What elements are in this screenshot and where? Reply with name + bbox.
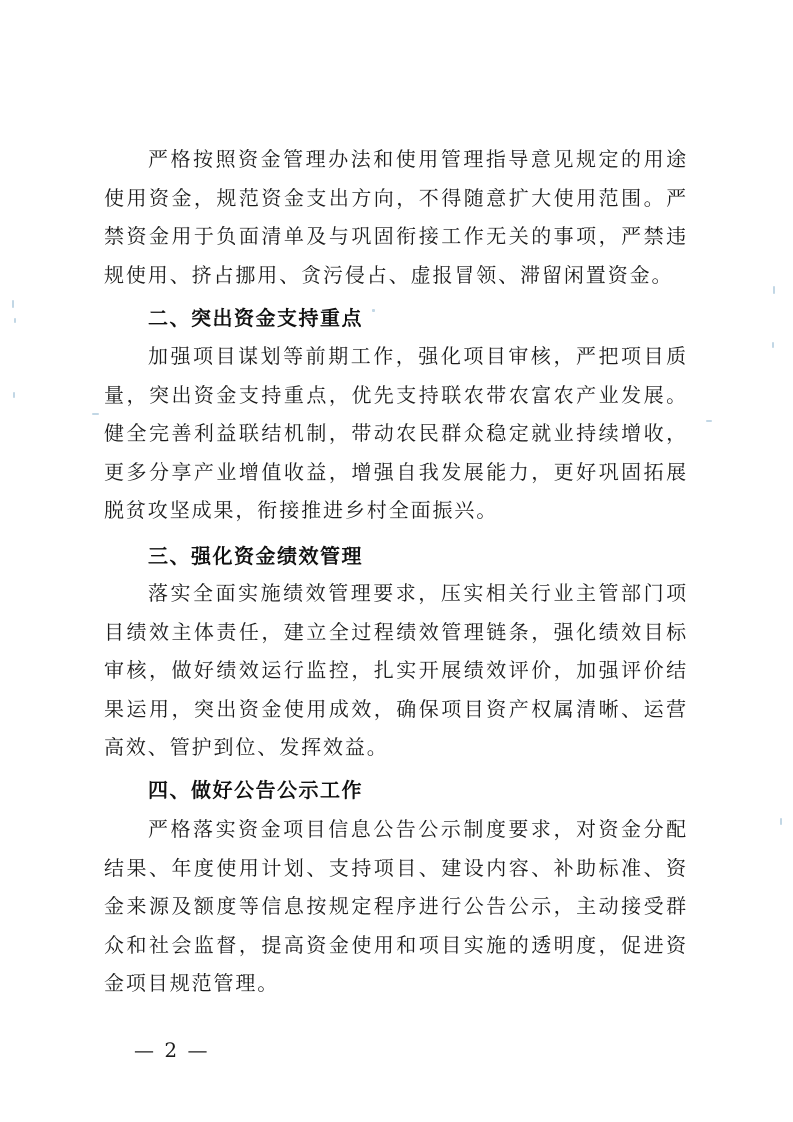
paragraph-support-focus: 加强项目谋划等前期工作，强化项目审核，严把项目质量，突出资金支持重点，优先支持联农带农富农产业发展。健全完善利益联结机制，带动农民群众稳定就业持续增收，更多分享产业增值收益，增强自我发展能力，更好巩固拓展脱贫攻坚成果，衔接推进乡村全面振兴。 [104, 344, 688, 523]
scan-speck [706, 420, 712, 422]
section-heading-2: 二、突出资金支持重点 [148, 306, 363, 330]
paragraph-public-notice: 严格落实资金项目信息公告公示制度要求，对资金分配结果、年度使用计划、支持项目、建设内容、补助标准、资金来源及额度等信息按规定程序进行公告公示，主动接受群众和社会监督，提高资金使用和项目实施的透明度，促进资金项目规范管理。 [104, 817, 688, 996]
paragraph-performance-management: 落实全面实施绩效管理要求，压实相关行业主管部门项目绩效主体责任，建立全过程绩效管理链条，强化绩效目标审核，做好绩效运行监控，扎实开展绩效评价，加强评价结果运用，突出资金使用成效，确保项目资产权属清晰、运营高效、管护到位、发挥效益。 [104, 581, 688, 760]
paragraph-fund-usage: 严格按照资金管理办法和使用管理指导意见规定的用途使用资金，规范资金支出方向，不得随意扩大使用范围。严禁资金用于负面清单及与巩固衔接工作无关的事项，严禁违规使用、挤占挪用、贪污侵占、虚报冒领、滞留闲置资金。 [104, 147, 688, 287]
section-heading-3: 三、强化资金绩效管理 [148, 544, 363, 568]
scan-speck [92, 413, 99, 415]
section-heading-4: 四、做好公告公示工作 [148, 778, 363, 802]
scan-speck [772, 342, 774, 348]
scan-speck [372, 309, 375, 312]
page-number: — 2 — [134, 1038, 210, 1062]
scan-speck [14, 318, 16, 323]
scan-speck [780, 818, 782, 825]
scan-speck [12, 300, 14, 308]
scan-speck [773, 286, 775, 294]
scan-speck [13, 392, 15, 398]
